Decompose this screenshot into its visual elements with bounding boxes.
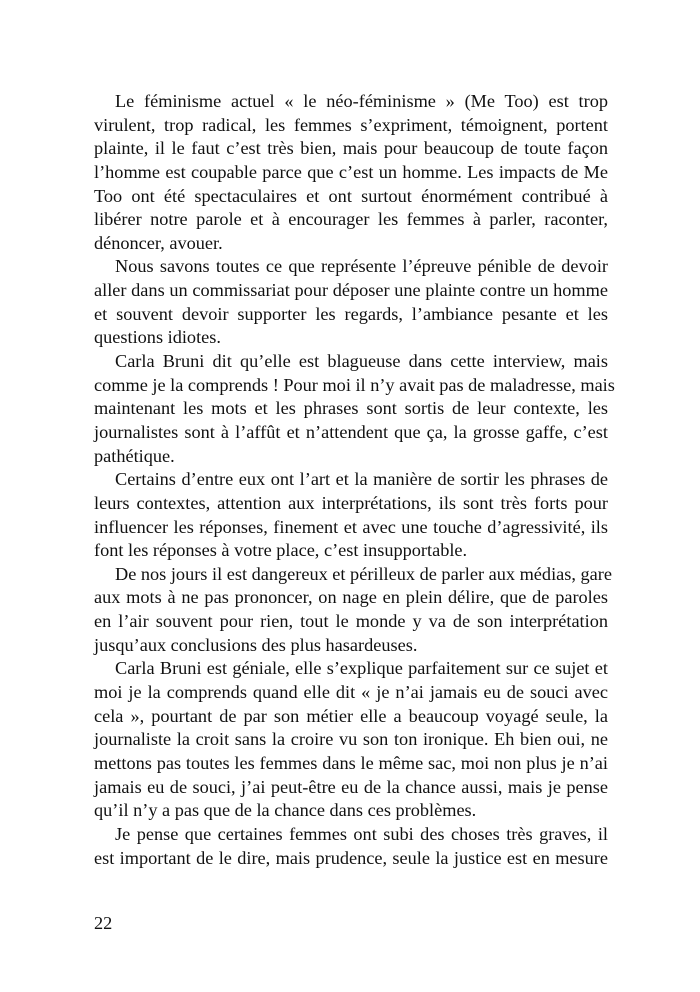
text-line: jamais eu de souci, j’ai peut-être eu de la chance aussi, mais je pense [94,776,608,797]
body-text [94,90,615,870]
paragraph [94,657,608,822]
paragraph [94,563,612,658]
text-line: moi je la comprends quand elle dit « je n’ai jamais eu de souci avec [94,682,608,703]
text-line: plainte, il le faut c’est très bien, mais pour beaucoup de toute façon [94,138,608,159]
text-line: leurs contextes, attention aux interprétations, ils sont très forts pour [94,492,608,513]
text-line: Certains d’entre eux ont l’art et la manière de sortir les phrases de [115,469,608,490]
text-line: en l’air souvent pour rien, tout le monde y va de son interprétation [94,611,608,632]
paragraph [94,90,608,255]
text-line: Carla Bruni est géniale, elle s’explique parfaitement sur ce sujet et [115,658,608,679]
paragraph [94,468,608,563]
text-line: virulent, trop radical, les femmes s’expriment, témoignent, portent [94,114,608,135]
paragraph [94,823,608,870]
text-line: maintenant les mots et les phrases sont sortis de leur contexte, les [94,398,608,419]
text-line: aller dans un commissariat pour déposer une plainte contre un homme [94,280,608,301]
text-line: et souvent devoir supporter les regards, l’ambiance pesante et les [94,303,608,324]
paragraph [94,350,615,468]
text-line: cela », pourtant de par son métier elle a beaucoup voyagé seule, la [94,705,608,726]
text-line: De nos jours il est dangereux et périlleux de parler aux médias, gare [115,563,612,584]
text-line: pathétique. [94,445,175,466]
text-line: journaliste la croit sans la croire vu son ton ironique. Eh bien oui, ne [94,729,608,750]
text-line: qu’il n’y a pas que de la chance dans ces problèmes. [94,800,477,821]
text-line: journalistes sont à l’affût et n’attendent que ça, la grosse gaffe, c’est [94,421,608,442]
text-line: influencer les réponses, finement et avec une touche d’agressivité, ils [94,516,608,537]
text-line: comme je la comprends ! Pour moi il n’y avait pas de maladresse, mais [94,374,615,395]
text-line: aux mots à ne pas prononcer, on nage en plein délire, que de paroles [94,587,608,608]
text-line: Le féminisme actuel « le néo-féminisme » (Me Too) est trop [115,91,608,111]
text-line: l’homme est coupable parce que c’est un homme. Les impacts de Me [94,161,608,182]
text-line: jusqu’aux conclusions des plus hasardeuses. [94,634,418,655]
text-line: libérer notre parole et à encourager les femmes à parler, raconter, [94,209,608,230]
text-line: font les réponses à votre place, c’est insupportable. [94,540,468,561]
text-line: dénoncer, avouer. [94,232,223,253]
text-line: est important de le dire, mais prudence, seule la justice est en mesure [94,847,608,868]
text-line: Nous savons toutes ce que représente l’épreuve pénible de devoir [115,256,608,277]
text-line: Je pense que certaines femmes ont subi des choses très graves, il [115,823,608,844]
text-line: Too ont été spectaculaires et ont surtout énormément contribué à [94,185,608,206]
paragraph [94,255,608,350]
text-line: Carla Bruni dit qu’elle est blagueuse dans cette interview, mais [115,351,608,372]
text-line: mettons pas toutes les femmes dans le même sac, moi non plus je n’ai [94,752,608,773]
page-number: 22 [94,913,113,933]
text-line: questions idiotes. [94,327,221,348]
